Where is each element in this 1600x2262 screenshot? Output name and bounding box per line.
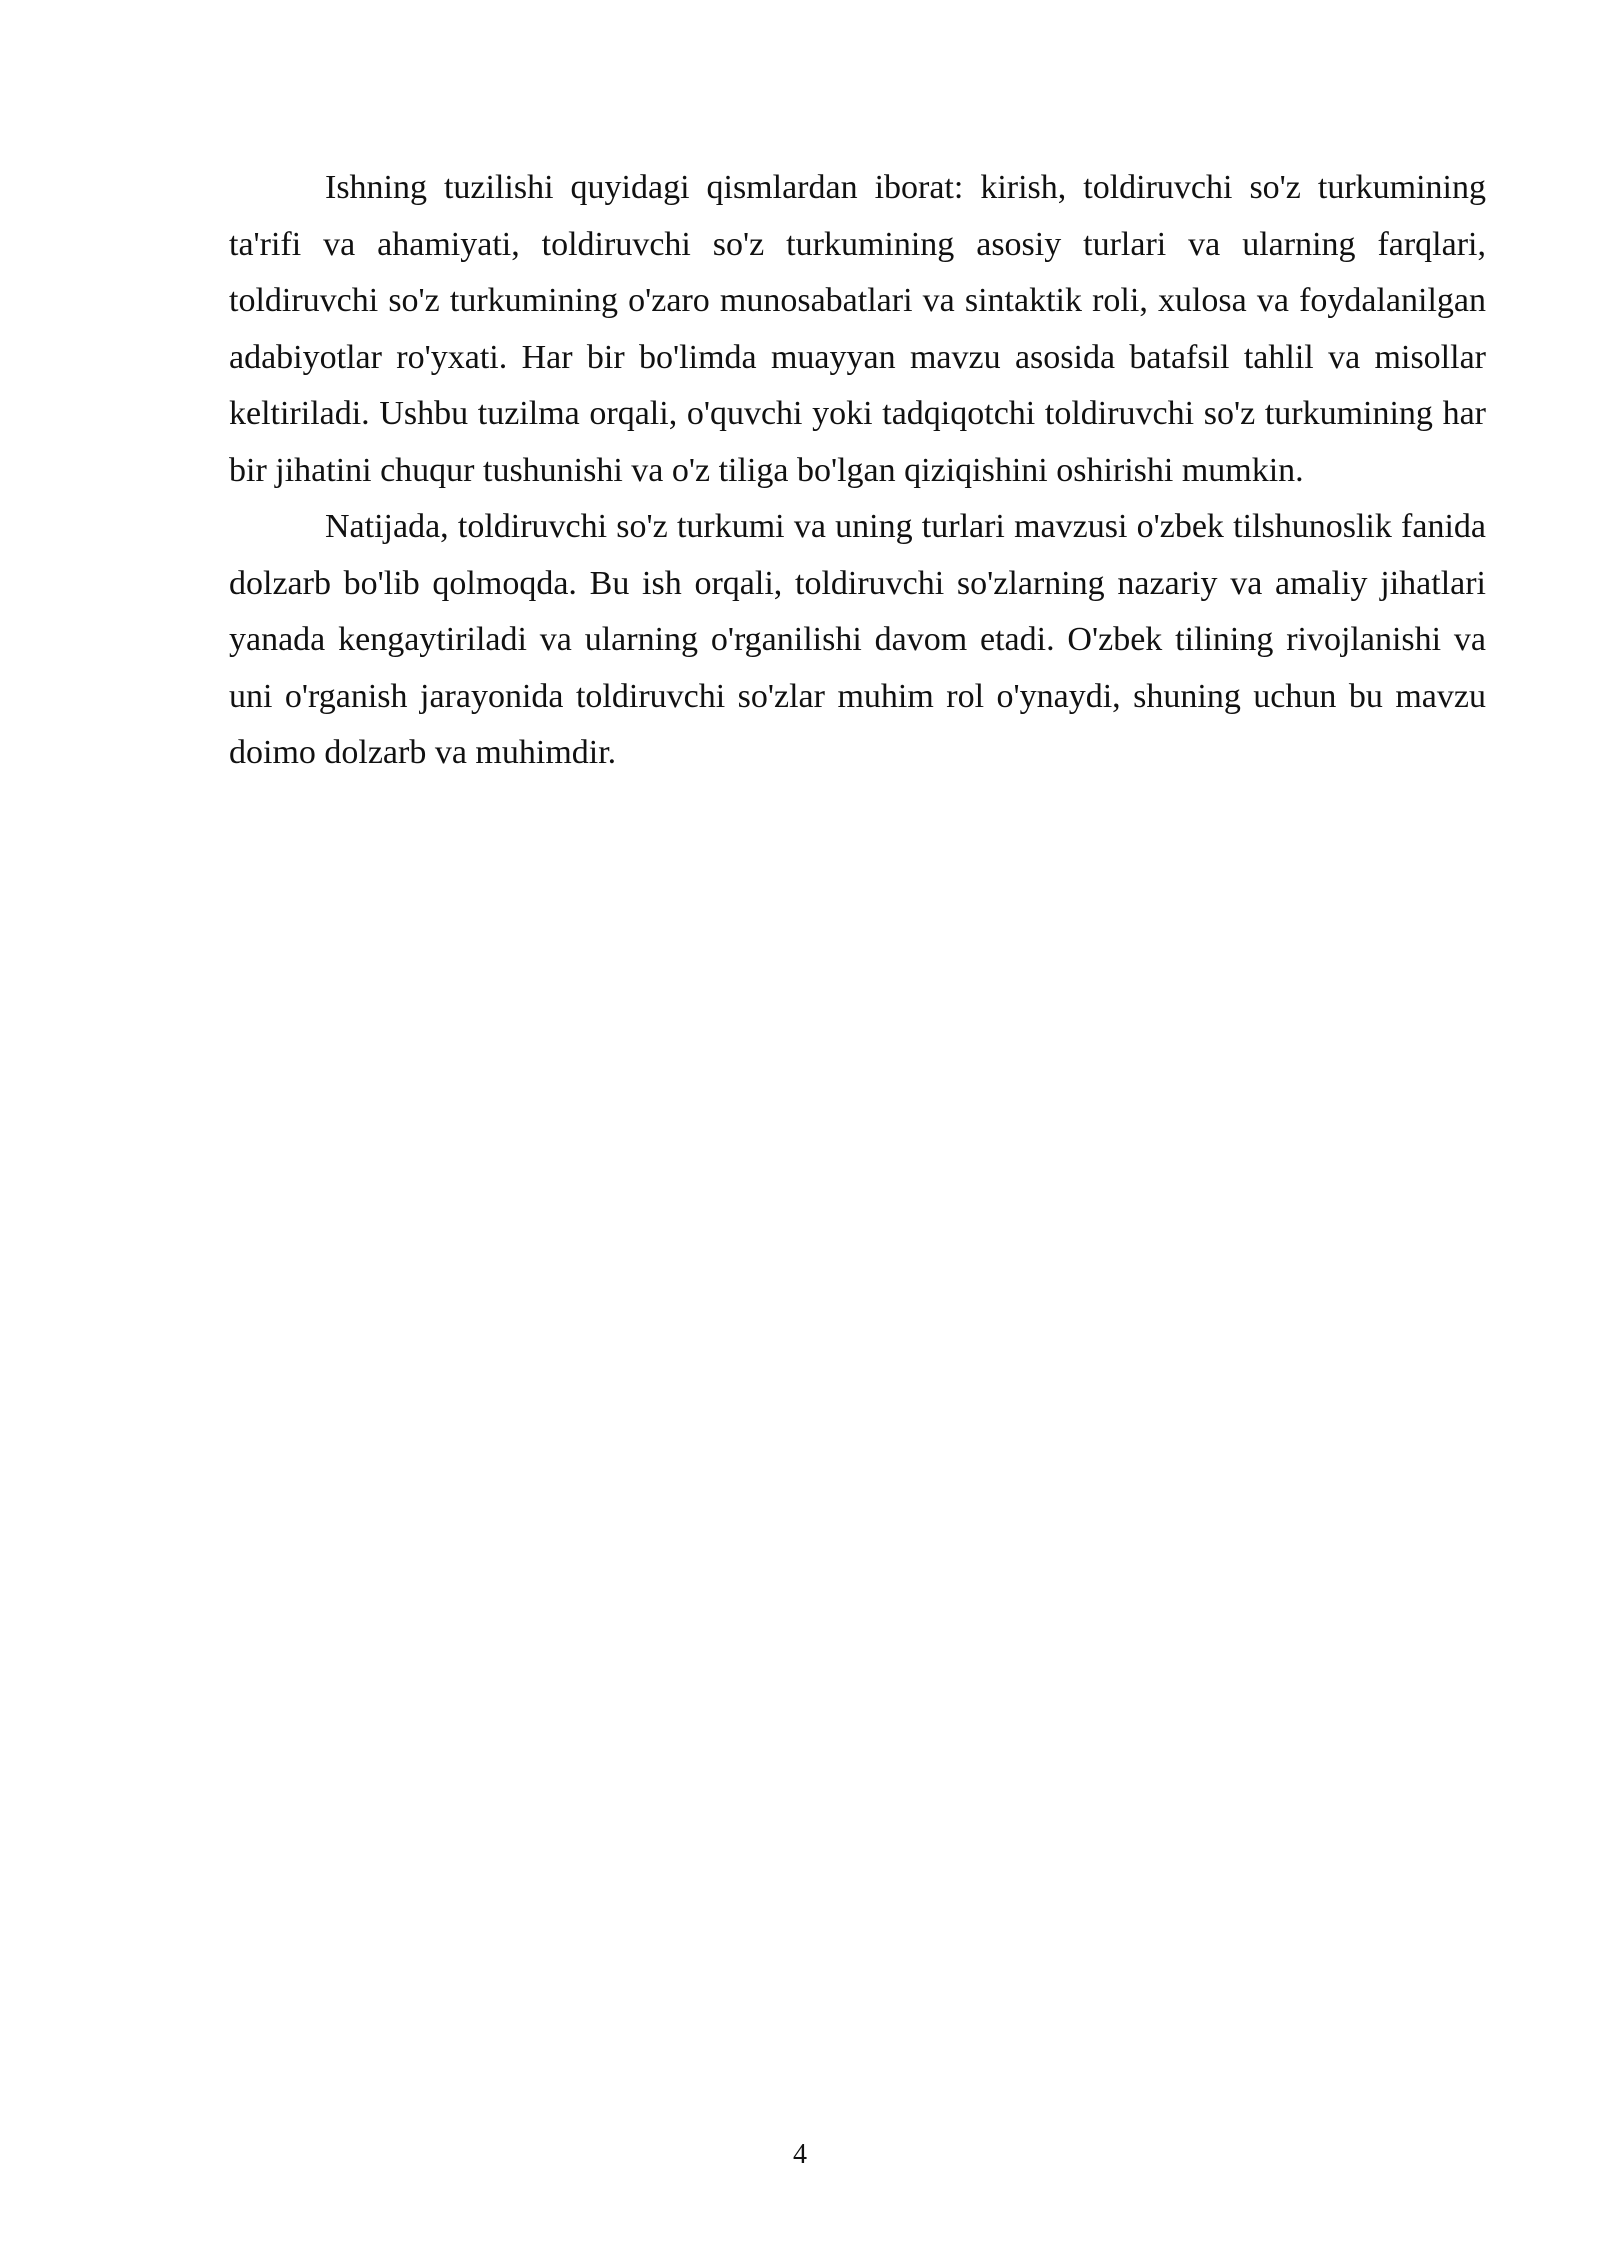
page-number: 4 — [793, 2139, 807, 2170]
paragraph-structure: Ishning tuzilishi quyidagi qismlardan iborat: kirish, toldiruvchi so'z turkumining ta'rifi va ahamiyati, toldiruvchi so'z turkumining asosiy turlari va ularning farqlari, toldiruvchi so'z turkumining o'zaro munosabatlari va sintaktik roli, xulosa va foydalanilgan adabiyotlar ro'yxati. Har bir bo'limda muayyan mavzu asosida batafsil tahlil va misollar keltiriladi. Ushbu tuzilma orqali, o'quvchi yoki tadqiqotchi toldiruvchi so'z turkumining har bir jihatini chuqur tushunishi va o'z tiliga bo'lgan qiziqishini oshirishi mumkin. — [229, 169, 1486, 489]
body-text — [229, 160, 1486, 782]
paragraph-conclusion: Natijada, toldiruvchi so'z turkumi va uning turlari mavzusi o'zbek tilshunoslik fanida dolzarb bo'lib qolmoqda. Bu ish orqali, toldiruvchi so'zlarning nazariy va amaliy jihatlari yanada kengaytiriladi va ularning o'rganilishi davom etadi. O'zbek tilining rivojlanishi va uni o'rganish jarayonida toldiruvchi so'zlar muhim rol o'ynaydi, shuning uchun bu mavzu doimo dolzarb va muhimdir. — [229, 508, 1486, 771]
